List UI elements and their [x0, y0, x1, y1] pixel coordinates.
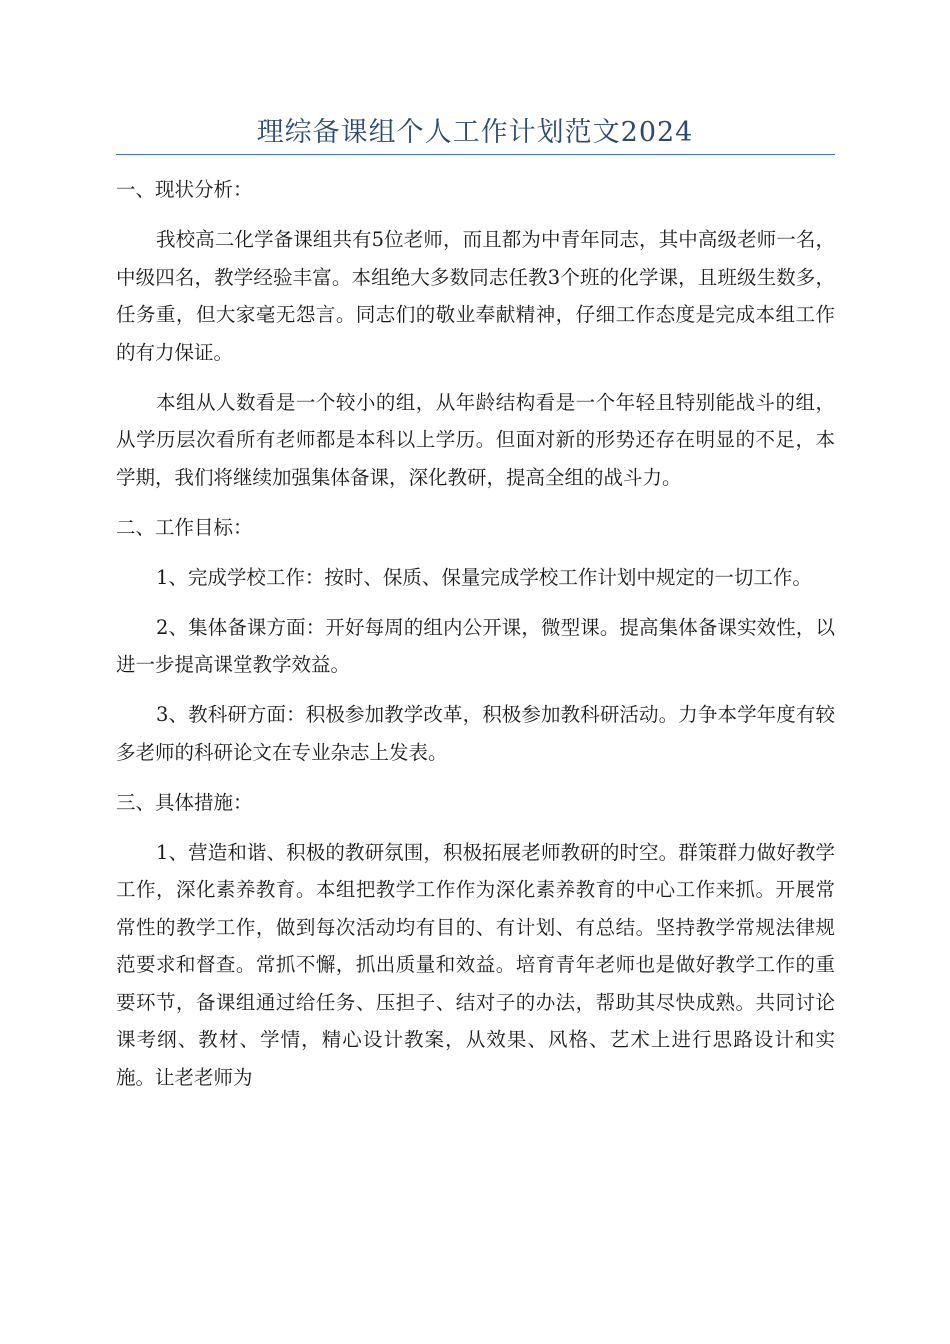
paragraph-measure-1: 1、营造和谐、积极的教研氛围，积极拓展老师教研的时空。群策群力做好教学工作，深化素养教育。本组把教学工作作为深化素养教育的中心工作来抓。开展常常性的教学工作，做到每次活动均有目的、有计划、有总结。坚持教学常规法律规范要求和督查。常抓不懈，抓出质量和效益。培育青年老师也是做好教学工作的重要环节，备课组通过给任务、压担子、结对子的办法，帮助其尽快成熟。共同讨论课考纲、教材、学情，精心设计教案，从效果、风格、艺术上进行思路设计和实施。让老老师为: [116, 840, 835, 1089]
paragraph-goal-3: 3、教科研方面：积极参加教学改革，积极参加教科研活动。力争本学年度有较多老师的科研论文在专业杂志上发表。: [116, 703, 835, 764]
section-heading-measures: 三、具体措施：: [116, 790, 253, 814]
section-heading-status: 一、现状分析：: [116, 178, 253, 201]
title-underline: [116, 154, 835, 155]
document-body: [116, 171, 835, 1109]
paragraph-status-1: 我校高二化学备课组共有5位老师，而且都为中青年同志，其中高级老师一名，中级四名，教学经验丰富。本组绝大多数同志任教3个班的化学课，且班级生数多，任务重，但大家毫无怨言。同志们的敬业奉献精神，仔细工作态度是完成本组工作的有力保证。: [116, 228, 835, 364]
paragraph-goal-2: 2、集体备课方面：开好每周的组内公开课，微型课。提高集体备课实效性，以进一步提高课堂教学效益。: [116, 615, 835, 676]
paragraph-goal-1: 1、完成学校工作：按时、保质、保量完成学校工作计划中规定的一切工作。: [156, 565, 812, 589]
section-heading-goals: 二、工作目标：: [116, 515, 253, 539]
document-title: 理综备课组个人工作计划范文2024: [256, 117, 694, 148]
paragraph-status-2: 本组从人数看是一个较小的组，从年龄结构看是一个年轻且特别能战斗的组，从学历层次看所有老师都是本科以上学历。但面对新的形势还存在明显的不足，本学期，我们将继续加强集体备课，深化教研，提高全组的战斗力。: [116, 390, 835, 489]
